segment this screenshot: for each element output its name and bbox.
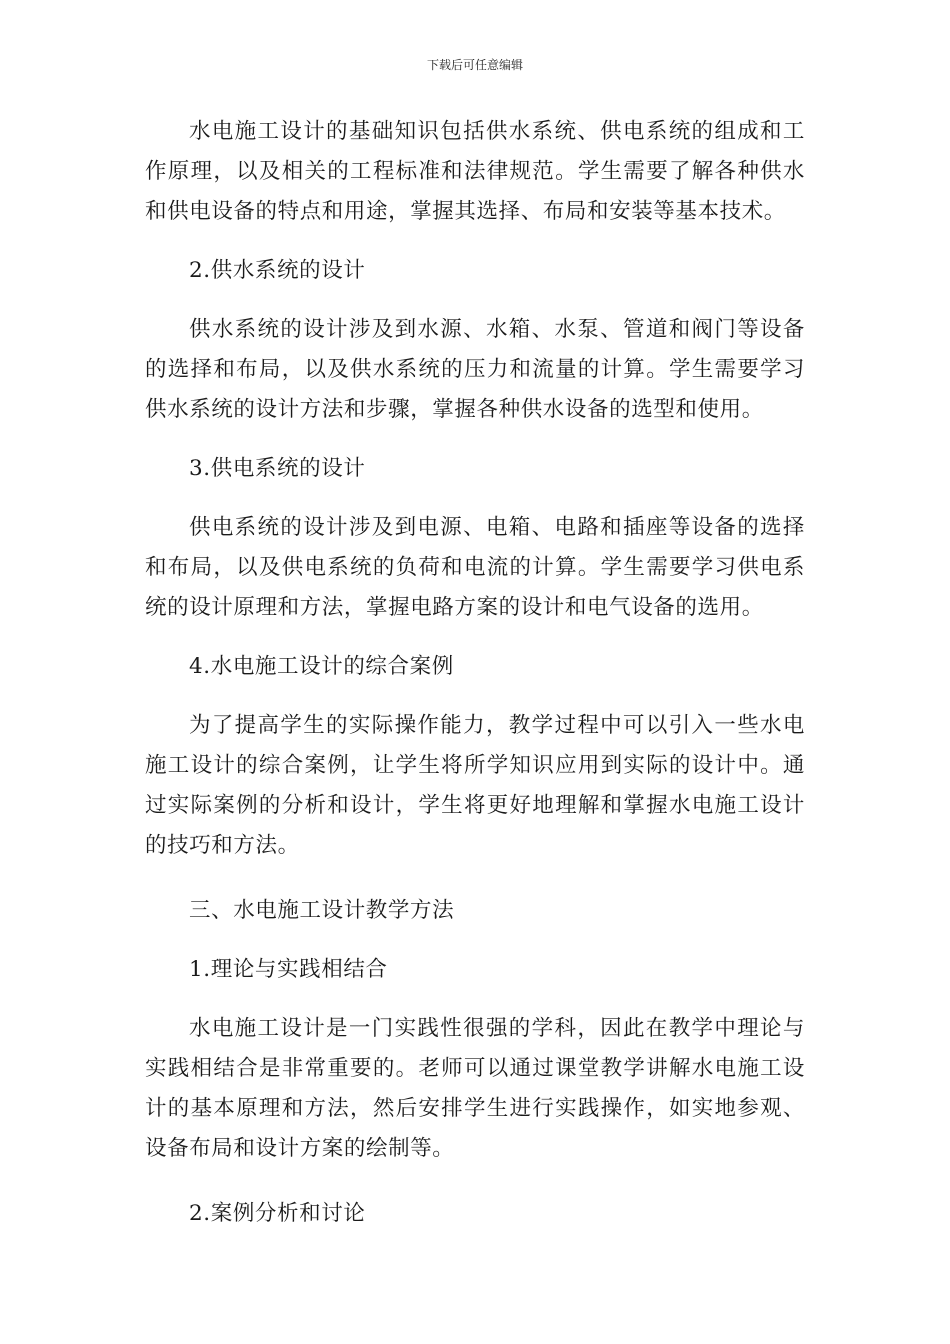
paragraph-water-supply: 供水系统的设计涉及到水源、水箱、水泵、管道和阀门等设备的选择和布局，以及供水系统的压力和流量的计算。学生需要学习供水系统的设计方法和步骤，掌握各种供水设备的选型和使用。 <box>145 317 805 422</box>
paragraph-power-supply: 供电系统的设计涉及到电源、电箱、电路和插座等设备的选择和布局，以及供电系统的负荷和电流的计算。学生需要学习供电系统的设计原理和方法，掌握电路方案的设计和电气设备的选用。 <box>145 515 805 620</box>
document-body <box>145 112 805 1253</box>
chapter-heading-teaching-methods: 三、水电施工设计教学方法 <box>189 898 455 923</box>
section-heading-case-study: 4.水电施工设计的综合案例 <box>189 654 454 679</box>
section-heading-theory-practice: 1.理论与实践相结合 <box>189 957 388 982</box>
section-heading-case-analysis: 2.案例分析和讨论 <box>189 1201 366 1226</box>
page-header-watermark: 下载后可任意编辑 <box>426 58 523 72</box>
section-heading-power-supply: 3.供电系统的设计 <box>189 456 366 481</box>
section-heading-water-supply: 2.供水系统的设计 <box>189 258 366 283</box>
paragraph-case-study: 为了提高学生的实际操作能力，教学过程中可以引入一些水电施工设计的综合案例，让学生将所学知识应用到实际的设计中。通过实际案例的分析和设计，学生将更好地理解和掌握水电施工设计的技巧和方法。 <box>145 713 805 858</box>
paragraph-basics: 水电施工设计的基础知识包括供水系统、供电系统的组成和工作原理，以及相关的工程标准和法律规范。学生需要了解各种供水和供电设备的特点和用途，掌握其选择、布局和安装等基本技术。 <box>145 119 805 224</box>
paragraph-theory-practice: 水电施工设计是一门实践性很强的学科，因此在教学中理论与实践相结合是非常重要的。老师可以通过课堂教学讲解水电施工设计的基本原理和方法，然后安排学生进行实践操作，如实地参观、设备布局和设计方案的绘制等。 <box>145 1016 805 1161</box>
